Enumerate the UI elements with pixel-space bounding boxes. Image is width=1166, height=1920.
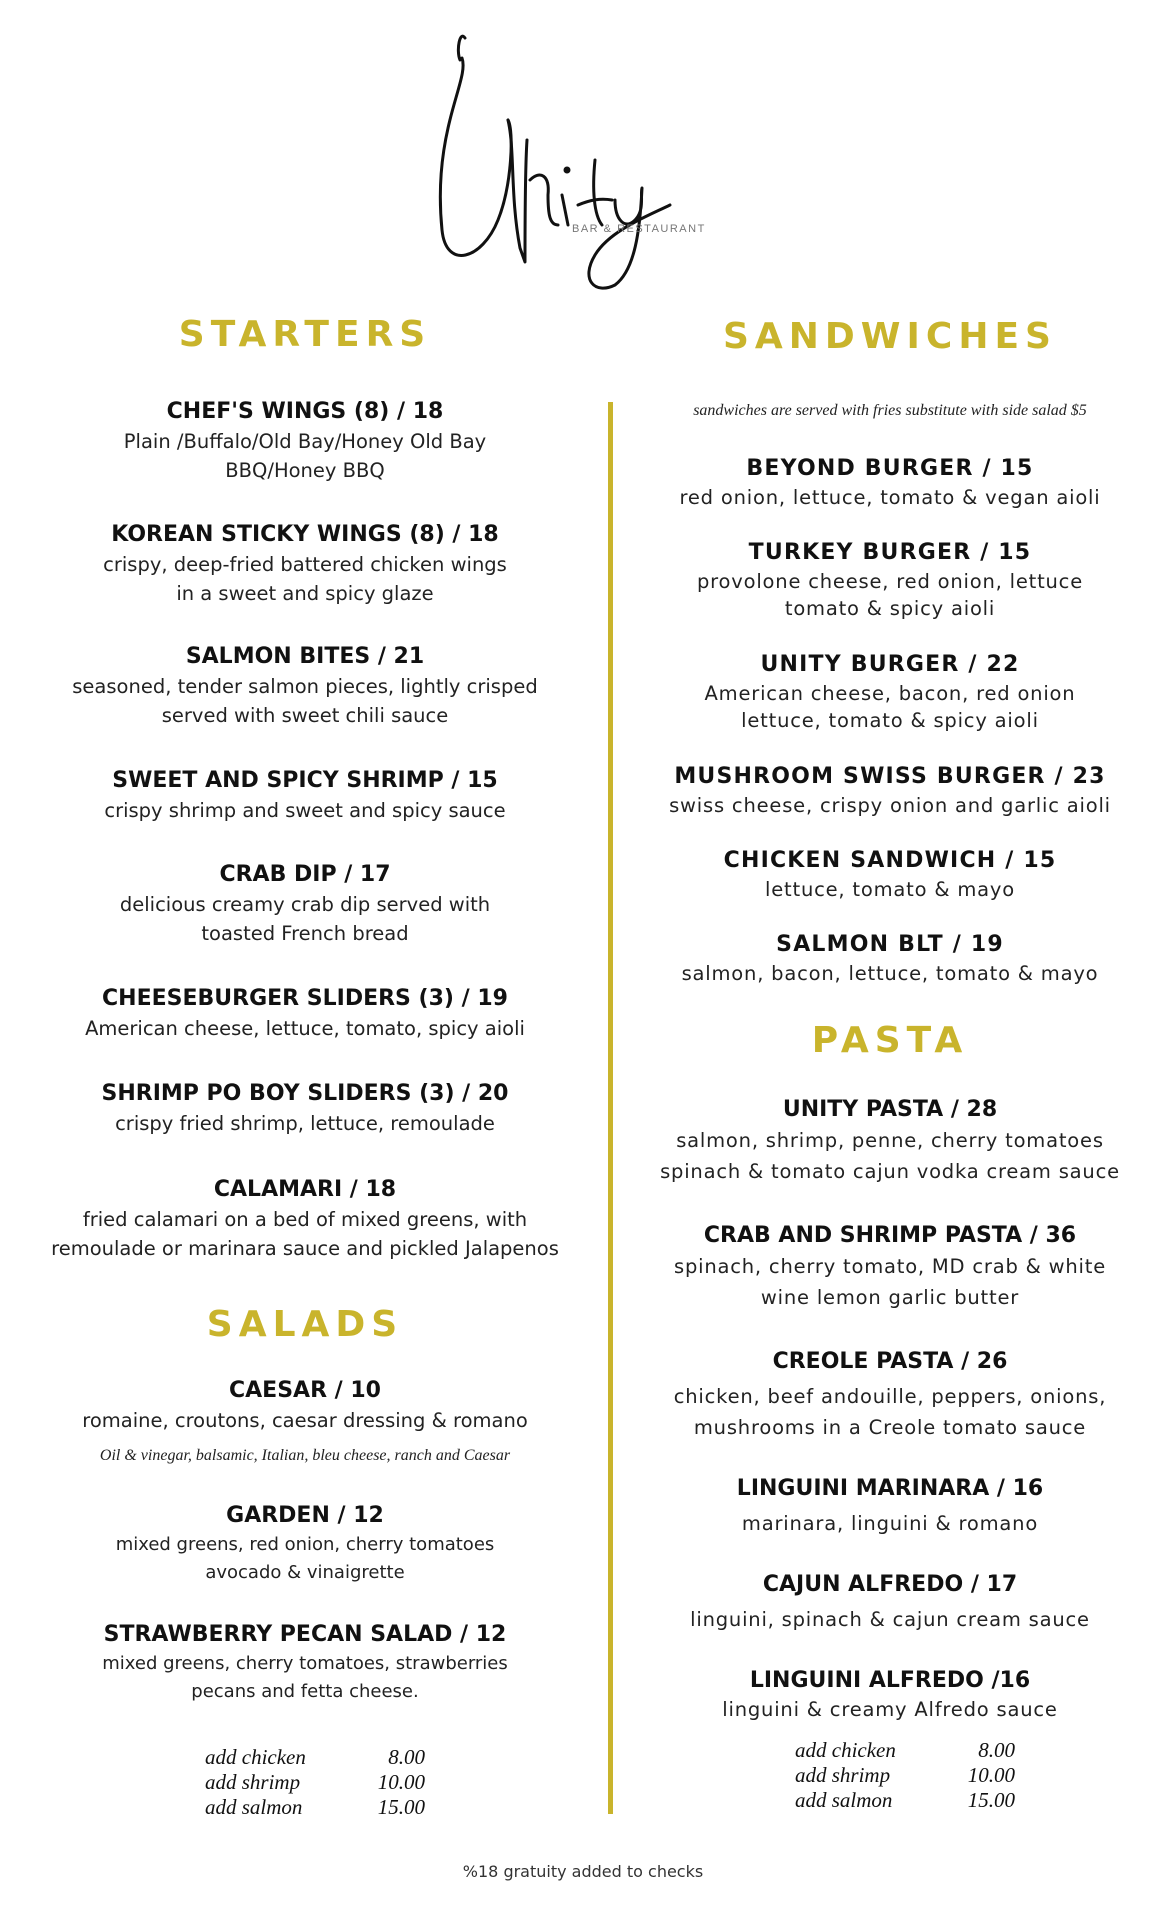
starter-item bbox=[20, 520, 590, 608]
starter-item bbox=[20, 766, 590, 825]
item-name: KOREAN STICKY WINGS (8) / 18 bbox=[111, 522, 499, 547]
addon-row bbox=[205, 1770, 425, 1795]
item-name: LINGUINI ALFREDO /16 bbox=[749, 1668, 1031, 1693]
addon-name: add salmon bbox=[795, 1788, 893, 1812]
addon-name: add shrimp bbox=[205, 1770, 301, 1794]
item-name: SWEET AND SPICY SHRIMP / 15 bbox=[112, 768, 498, 793]
starter-item bbox=[20, 984, 590, 1043]
addon-price: 10.00 bbox=[967, 1763, 1015, 1787]
addon-row bbox=[795, 1738, 1015, 1763]
item-name: CRAB AND SHRIMP PASTA / 36 bbox=[703, 1223, 1077, 1248]
item-name: LINGUINI MARINARA / 16 bbox=[736, 1476, 1044, 1501]
item-name: SALMON BITES / 21 bbox=[185, 644, 425, 669]
item-description: romaine, croutons, caesar dressing & romano bbox=[82, 1409, 528, 1432]
item-name: UNITY PASTA / 28 bbox=[782, 1097, 998, 1122]
addon-row bbox=[795, 1788, 1015, 1813]
item-description: spinach, cherry tomato, MD crab & white wine lemon garlic butter bbox=[673, 1255, 1107, 1309]
addon-price: 8.00 bbox=[388, 1745, 425, 1769]
item-name: CREOLE PASTA / 26 bbox=[772, 1349, 1008, 1374]
addon-name: add chicken bbox=[795, 1738, 896, 1762]
item-name: CAJUN ALFREDO / 17 bbox=[762, 1572, 1018, 1597]
sandwich-item bbox=[640, 762, 1140, 819]
gratuity-footer: %18 gratuity added to checks bbox=[462, 1862, 704, 1881]
pasta-item bbox=[640, 1347, 1140, 1443]
dressings-note: Oil & vinegar, balsamic, Italian, bleu cheese, ranch and Caesar bbox=[99, 1447, 511, 1464]
item-name: MUSHROOM SWISS BURGER / 23 bbox=[674, 764, 1106, 789]
item-description: Plain /Buffalo/Old Bay/Honey Old Bay BBQ/Honey BBQ bbox=[123, 430, 487, 482]
addon-price: 10.00 bbox=[377, 1770, 425, 1794]
item-description: delicious creamy crab dip served with toasted French bread bbox=[119, 893, 491, 945]
item-description: salmon, shrimp, penne, cherry tomatoes spinach & tomato cajun vodka cream sauce bbox=[660, 1129, 1120, 1183]
sandwich-item bbox=[640, 846, 1140, 903]
unity-logo bbox=[430, 20, 810, 300]
addon-row bbox=[205, 1745, 425, 1770]
pasta-item bbox=[640, 1221, 1140, 1313]
sandwich-item bbox=[640, 454, 1140, 511]
addon-row bbox=[795, 1763, 1015, 1788]
addon-price: 15.00 bbox=[377, 1795, 425, 1819]
addon-name: add shrimp bbox=[795, 1763, 891, 1787]
item-name: CHEF'S WINGS (8) / 18 bbox=[166, 399, 444, 424]
item-name: CHEESEBURGER SLIDERS (3) / 19 bbox=[102, 986, 508, 1011]
item-name: CRAB DIP / 17 bbox=[219, 862, 391, 887]
item-description: crispy fried shrimp, lettuce, remoulade bbox=[115, 1112, 495, 1135]
item-description: provolone cheese, red onion, lettuce tomato & spicy aioli bbox=[696, 570, 1084, 620]
pasta-item bbox=[640, 1666, 1140, 1723]
salad-item bbox=[20, 1501, 590, 1587]
starter-item bbox=[20, 1175, 590, 1263]
item-name: CHICKEN SANDWICH / 15 bbox=[723, 848, 1057, 873]
sandwich-item bbox=[640, 650, 1140, 734]
addon-name: add chicken bbox=[205, 1745, 306, 1769]
starter-item bbox=[20, 397, 590, 485]
pasta-item bbox=[640, 1570, 1140, 1633]
unity-script-logo-icon bbox=[430, 20, 810, 300]
item-name: TURKEY BURGER / 15 bbox=[748, 540, 1032, 565]
sandwich-item bbox=[640, 538, 1140, 622]
pasta-item bbox=[640, 1095, 1140, 1187]
item-description: red onion, lettuce, tomato & vegan aioli bbox=[679, 486, 1101, 509]
item-description: linguini & creamy Alfredo sauce bbox=[722, 1698, 1058, 1721]
item-name: SALMON BLT / 19 bbox=[776, 932, 1004, 957]
item-name: STRAWBERRY PECAN SALAD / 12 bbox=[103, 1622, 507, 1647]
right-addons-list bbox=[795, 1738, 1015, 1813]
starters-heading: STARTERS bbox=[178, 314, 432, 355]
salad-item bbox=[20, 1620, 590, 1706]
item-description: crispy, deep-fried battered chicken wings in a sweet and spicy glaze bbox=[103, 553, 507, 605]
item-name: CALAMARI / 18 bbox=[213, 1177, 397, 1202]
starter-item bbox=[20, 860, 590, 948]
item-description: mixed greens, cherry tomatoes, strawberries pecans and fetta cheese. bbox=[102, 1653, 508, 1702]
salad-item bbox=[20, 1376, 590, 1435]
item-name: GARDEN / 12 bbox=[226, 1503, 384, 1528]
item-name: SHRIMP PO BOY SLIDERS (3) / 20 bbox=[101, 1081, 509, 1106]
item-description: salmon, bacon, lettuce, tomato & mayo bbox=[681, 962, 1099, 985]
starter-item bbox=[20, 1079, 590, 1138]
left-addons-list bbox=[205, 1745, 425, 1820]
item-description: fried calamari on a bed of mixed greens, with remoulade or marinara sauce and pickled Jalapenos bbox=[51, 1208, 559, 1260]
addon-name: add salmon bbox=[205, 1795, 303, 1819]
item-description: marinara, linguini & romano bbox=[741, 1512, 1039, 1535]
item-description: lettuce, tomato & mayo bbox=[765, 878, 1015, 901]
item-description: crispy shrimp and sweet and spicy sauce bbox=[104, 799, 506, 822]
item-description: American cheese, bacon, red onion lettuce, tomato & spicy aioli bbox=[704, 682, 1076, 732]
item-name: BEYOND BURGER / 15 bbox=[746, 456, 1034, 481]
item-description: linguini, spinach & cajun cream sauce bbox=[690, 1608, 1090, 1631]
salads-heading: SALADS bbox=[206, 1304, 404, 1345]
addon-price: 8.00 bbox=[978, 1738, 1015, 1762]
item-description: American cheese, lettuce, tomato, spicy aioli bbox=[85, 1017, 525, 1040]
item-name: UNITY BURGER / 22 bbox=[760, 652, 1020, 677]
item-description: chicken, beef andouille, peppers, onions, mushrooms in a Creole tomato sauce bbox=[673, 1385, 1107, 1439]
column-divider bbox=[608, 402, 613, 1814]
addon-row bbox=[205, 1795, 425, 1820]
starter-item bbox=[20, 642, 590, 730]
item-name: CAESAR / 10 bbox=[229, 1378, 381, 1403]
item-description: swiss cheese, crispy onion and garlic aioli bbox=[669, 794, 1111, 817]
addon-price: 15.00 bbox=[967, 1788, 1015, 1812]
item-description: mixed greens, red onion, cherry tomatoes avocado & vinaigrette bbox=[115, 1534, 495, 1583]
sandwiches-note: sandwiches are served with fries substitute with side salad $5 bbox=[693, 402, 1087, 419]
pasta-item bbox=[640, 1474, 1140, 1537]
item-description: seasoned, tender salmon pieces, lightly crisped served with sweet chili sauce bbox=[72, 675, 538, 727]
sandwich-item bbox=[640, 930, 1140, 987]
logo-subtitle: BAR & RESTAURANT bbox=[572, 223, 706, 235]
pasta-heading: PASTA bbox=[811, 1020, 969, 1061]
sandwiches-heading: SANDWICHES bbox=[723, 316, 1057, 357]
